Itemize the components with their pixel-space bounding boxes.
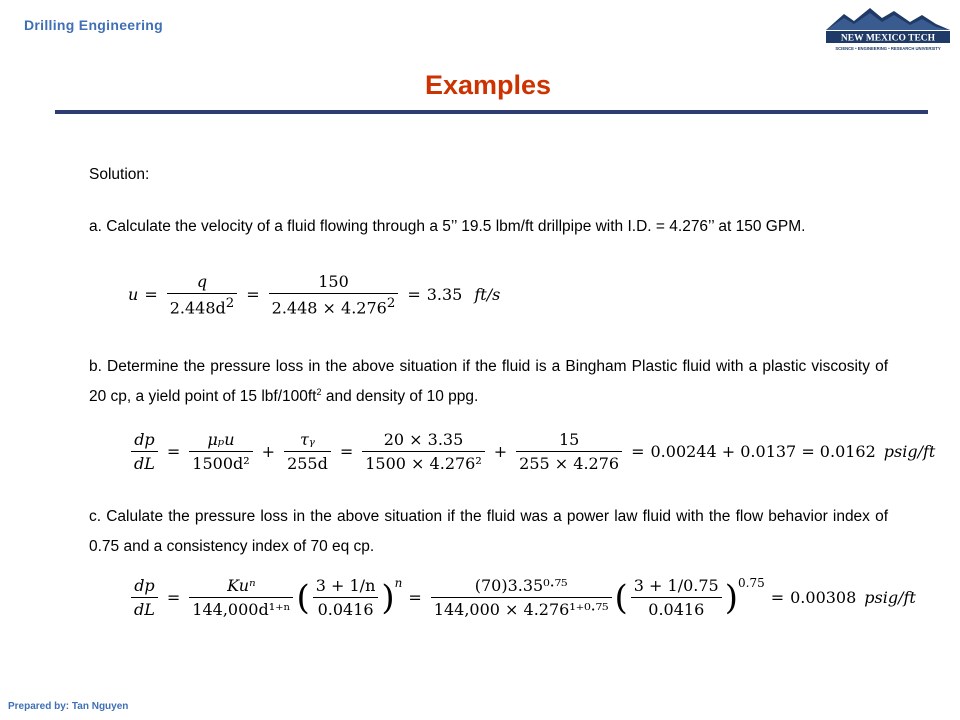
equation-c: $\frac{dp}{dL}$ = $\frac{\text{Kuⁿ}}{\text{144,000d¹⁺ⁿ}}$ ( $\frac{3 + 1/n}{0.0416}$ ) $^n$ = $\frac{\text{(70)3.35⁰·⁷⁵}}{\text{144,000 × 4.276¹⁺⁰·⁷⁵}}$ ( $\frac{3 + 1/0.75}{0.0416}$ ) $^{0.75}$ = 0.00308 psig/ft [128, 576, 916, 619]
eq-b-term-2: $\frac{\text{τᵧ}}{255d}$ [284, 430, 331, 473]
part-c-text: c. Calulate the pressure loss in the above situation if the fluid was a power law fluid with the flow behavior index of 0.75 and a consistency index of 70 eq cp. [89, 508, 888, 555]
eq-b-term-1: $\frac{\text{μₚu}}{\text{1500d²}}$ [189, 430, 252, 473]
eq-a-lhs: u [128, 285, 139, 305]
eq-c-lhs: $\frac{dp}{dL}$ [131, 576, 158, 619]
eq-b-unit: psig/ft [883, 442, 936, 461]
eq-b-term-4: $\frac{15}{255 \times 4.276}$ [516, 430, 622, 473]
svg-text:NEW MEXICO TECH: NEW MEXICO TECH [840, 33, 936, 44]
mountain-logo-icon [822, 6, 954, 52]
eq-c-term-2: $\frac{\text{(70)3.35⁰·⁷⁵}}{\text{144,000 × 4.276¹⁺⁰·⁷⁵}}$ [431, 576, 612, 619]
eq-c-term-1: $\frac{\text{Kuⁿ}}{\text{144,000d¹⁺ⁿ}}$ [189, 576, 293, 619]
eq-c-paren-1: $\frac{3 + 1/n}{0.0416}$ [313, 576, 379, 619]
course-title: Drilling Engineering [24, 17, 164, 33]
eq-a-unit: ft/s [474, 285, 501, 305]
eq-c-unit: psig/ft [864, 588, 916, 607]
equation-b: $\frac{dp}{dL}$ = $\frac{\text{μₚu}}{\text{1500d²}}$ + $\frac{\text{τᵧ}}{255d}$ = $\frac{20 \times 3.35}{\text{1500 × 4.276²}}$ + $\frac{15}{255 \times 4.276}$ = 0.00244 + 0.0137 = 0.0162 psig/ft [128, 430, 935, 473]
equation-a: u = $\frac{q}{2.448d^2}$ = $\frac{150}{2.448 \times 4.276^2}$ = 3.35 ft/s [128, 272, 501, 318]
eq-a-result: 3.35 [426, 285, 463, 305]
eq-c-result: 0.00308 [790, 588, 857, 607]
university-logo [822, 6, 954, 52]
part-a-text: a. Calculate the velocity of a fluid flowing through a 5’’ 19.5 lbm/ft drillpipe with I.D. = 4.276’’ at 150 GPM. [89, 218, 806, 235]
title-divider [55, 110, 928, 114]
eq-b-term-3: $\frac{20 \times 3.35}{\text{1500 × 4.276²}}$ [362, 430, 485, 473]
footer-prepared-by: Prepared by: Tan Nguyen [8, 701, 129, 712]
eq-a-fraction-1: $\frac{q}{2.448d^2}$ [167, 272, 238, 317]
eq-b-lhs: $\frac{dp}{dL}$ [131, 430, 158, 473]
slide-title: Examples [424, 70, 552, 100]
svg-text:SCIENCE • ENGINEERING • RESEAR: SCIENCE • ENGINEERING • RESEARCH UNIVERSITY [835, 46, 941, 51]
eq-b-result: 0.00244 + 0.0137 = 0.0162 [650, 442, 876, 461]
eq-c-paren-2: $\frac{3 + 1/0.75}{0.0416}$ [631, 576, 722, 619]
part-b-text: b. Determine the pressure loss in the above situation if the fluid is a Bingham Plastic fluid with a plastic viscosity of 20 cp, a yield point of 15 lbf/$100ft^2$ and density of 10 ppg. [89, 358, 888, 405]
eq-a-fraction-2: $\frac{150}{2.448 \times 4.276^2}$ [269, 272, 399, 317]
solution-label: Solution: [89, 166, 150, 183]
